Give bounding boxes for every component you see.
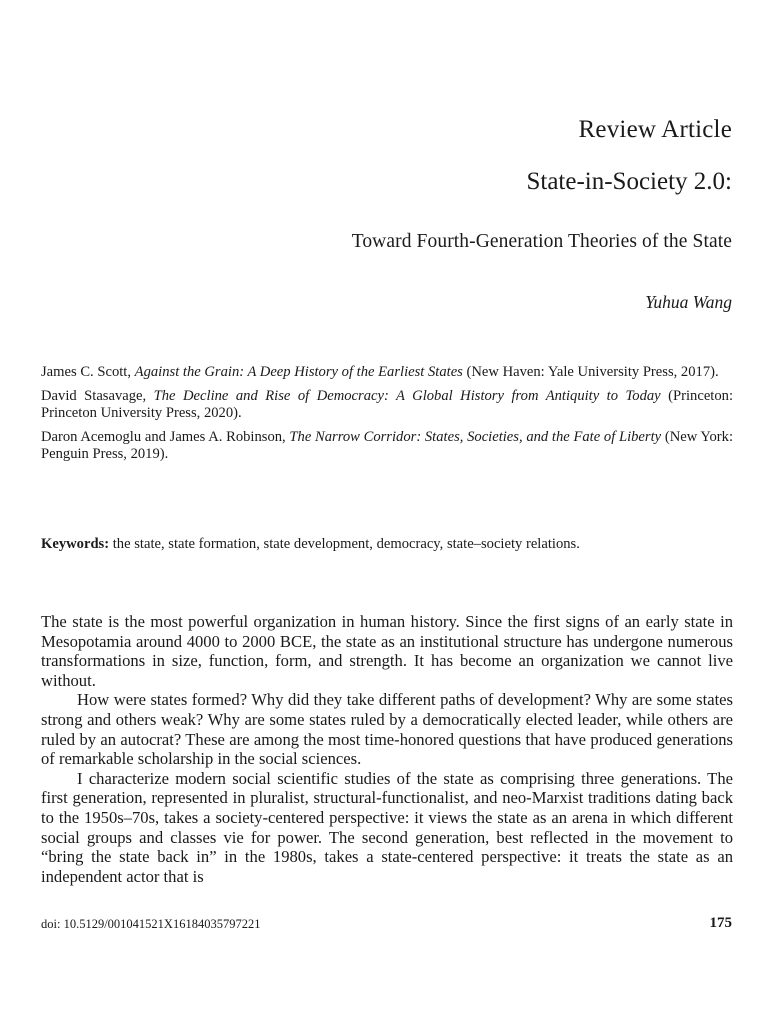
keywords-line [41, 536, 733, 554]
book-publication: (New York: Penguin Press, 2019). [41, 428, 733, 462]
article-body [41, 612, 733, 886]
book-entry [41, 388, 733, 423]
book-entry [41, 364, 733, 382]
book-publication: (New Haven: Yale University Press, 2017). [462, 364, 719, 380]
book-title: The Decline and Rise of Democracy: A Global History from Antiquity to Today [153, 387, 661, 404]
book-authors: David Stasavage, [41, 387, 154, 404]
book-entry [41, 429, 733, 464]
body-paragraph: The state is the most powerful organization in human history. Since the first signs of an early state in Mesopotamia around 4000 to 2000 BCE, the state as an institutional structure has undergone numerous transformations in size, function, form, and strength. It has become an organization we cannot live without. [41, 612, 733, 690]
book-title: Against the Grain: A Deep History of the Earliest States [134, 364, 463, 380]
body-paragraph: I characterize modern social scientific studies of the state as comprising three generations. The first generation, represented in pluralist, structural-functionalist, and neo-Marxist traditions dating back to the 1950s–70s, takes a society-centered perspective: it views the state as an arena in which different social groups and classes vie for power. The second generation, best reflected in the movement to “bring the state back in” in the 1980s, takes a state-centered perspective: it treats the state as an independent actor that is [41, 768, 733, 886]
keywords-label: Keywords: [41, 536, 110, 552]
section-label: Review Article [578, 116, 732, 143]
book-authors: Daron Acemoglu and James A. Robinson, [41, 428, 290, 445]
article-subtitle: Toward Fourth-Generation Theories of the State [351, 231, 732, 252]
author-name: Yuhua Wang [645, 292, 732, 312]
article-title: State-in-Society 2.0: [526, 168, 732, 195]
body-paragraph: How were states formed? Why did they take different paths of development? Why are some states strong and others weak? Why are some states ruled by a democratically elected leader, while others are ruled by an autocrat? These are among the most time-honored questions that have produced generations of remarkable scholarship in the social sciences. [41, 690, 733, 769]
book-title: The Narrow Corridor: States, Societies, and the Fate of Liberty [289, 428, 662, 445]
book-publication: (Princeton: Princeton University Press, 2020). [41, 387, 734, 421]
doi-reference: doi: 10.5129/001041521X16184035797221 [41, 917, 261, 931]
page-number: 175 [709, 915, 732, 931]
book-authors: James C. Scott, [41, 364, 135, 380]
reviewed-books-list [41, 364, 733, 470]
keywords-text: the state, state formation, state development, democracy, state–society relations. [109, 536, 580, 552]
